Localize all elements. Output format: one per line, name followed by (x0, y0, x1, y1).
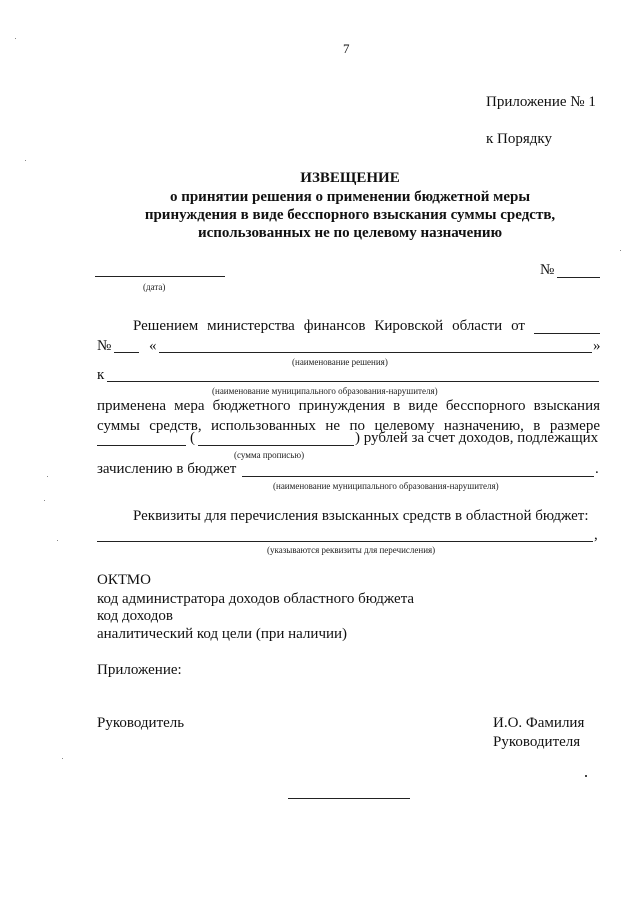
document-title: ИЗВЕЩЕНИЕ (300, 170, 400, 186)
attachment-label: Приложение: (97, 662, 182, 678)
document-subtitle-line3: использованных не по целевому назначению (197, 225, 503, 241)
decision-line-text: Решением министерства финансов Кировской области от (133, 318, 525, 334)
page-number: 7 (343, 41, 350, 56)
requisites-heading: Реквизиты для перечисления взысканных средств в областной бюджет: (133, 508, 589, 524)
amount-line-tail: ) рублей за счет доходов, подлежащих (355, 430, 599, 446)
decision-number-line[interactable] (114, 352, 139, 353)
signature-name: И.О. Фамилия (493, 715, 585, 731)
closing-rule (288, 798, 410, 799)
municipality-caption: (наименование муниципального образования-нарушителя) (212, 386, 438, 396)
budget-label: зачислению в бюджет (97, 461, 237, 477)
document-subtitle-line1: о принятии решения о применении бюджетной меры (169, 189, 531, 205)
amount-caption: (сумма прописью) (234, 450, 305, 460)
budget-caption: (наименование муниципального образования-нарушителя) (273, 481, 499, 491)
document-subtitle-line2: принуждения в виде бесспорного взыскания суммы средств, (144, 207, 556, 223)
requisites-end: , (594, 527, 598, 543)
analytic-code-label: аналитический код цели (при наличии) (97, 626, 348, 642)
oktmo-label: ОКТМО (97, 572, 151, 588)
signature-name-title: Руководителя (493, 734, 581, 750)
date-caption: (дата) (143, 282, 166, 292)
number-field-line[interactable] (557, 277, 600, 278)
admin-code-label: код администратора доходов областного бюджета (97, 591, 415, 607)
municipality-line[interactable] (107, 381, 599, 382)
signature-head-label: Руководитель (97, 715, 185, 731)
appendix-reference: к Порядку (486, 131, 552, 147)
decision-caption: (наименование решения) (292, 357, 388, 367)
income-code-label: код доходов (97, 608, 173, 624)
paren-open: ( (190, 430, 195, 446)
quote-open: « (149, 338, 157, 354)
decision-number-sign: № (97, 338, 112, 354)
requisites-line[interactable] (97, 541, 593, 542)
date-field-line[interactable] (95, 276, 225, 277)
measure-line2: суммы средств, использованных не по целевому назначению, в размере (97, 418, 600, 434)
requisites-caption: (указываются реквизиты для перечисления) (267, 545, 436, 555)
number-sign: № (540, 262, 555, 278)
to-label: к (97, 367, 105, 383)
budget-line[interactable] (242, 476, 594, 477)
budget-line-end: . (595, 461, 599, 477)
amount-digits-line[interactable] (97, 445, 186, 446)
measure-line1: применена мера бюджетного принуждения в виде бесспорного взыскания (97, 398, 600, 414)
decision-name-line[interactable] (159, 352, 592, 353)
amount-words-line[interactable] (198, 445, 354, 446)
appendix-label: Приложение № 1 (486, 94, 596, 110)
quote-close: » (593, 338, 601, 354)
decision-date-line[interactable] (534, 333, 600, 334)
